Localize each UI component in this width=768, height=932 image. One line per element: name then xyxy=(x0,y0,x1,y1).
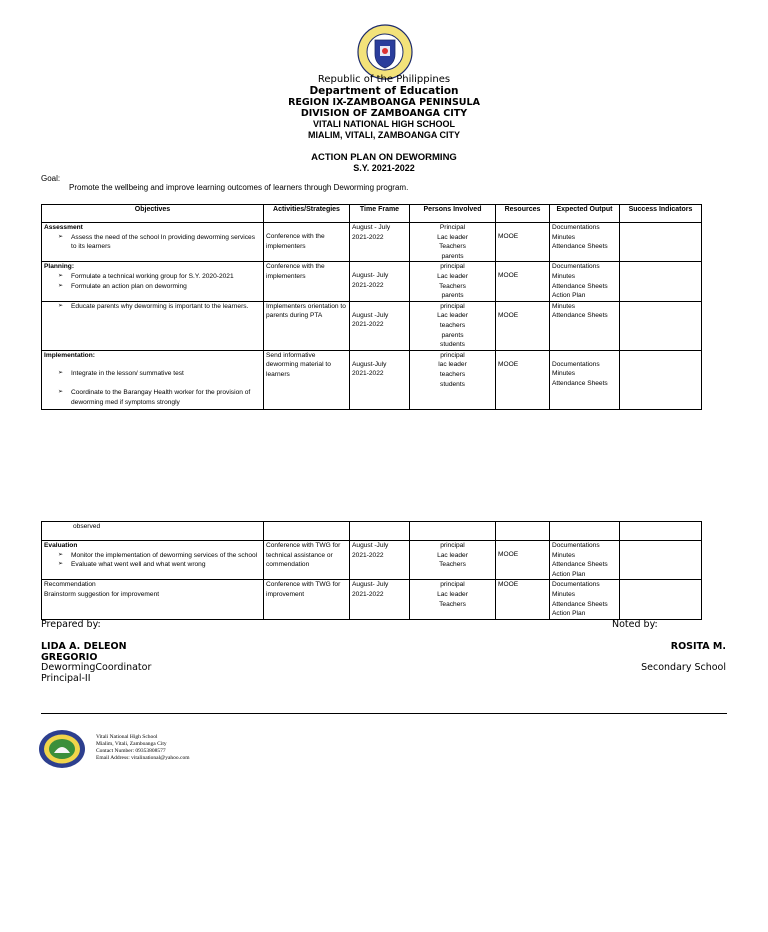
resources-cell: MOOE xyxy=(496,541,550,580)
objective-cell xyxy=(42,350,264,409)
output-cell: Minutes Attendance Sheets xyxy=(550,301,620,350)
table-row xyxy=(42,580,702,619)
header-persons: Persons Involved xyxy=(410,205,496,223)
resources-cell: MOOE xyxy=(496,223,550,262)
objective-cell xyxy=(42,580,264,619)
output-cell: Documentations Minutes Attendance Sheets xyxy=(550,223,620,262)
objective-item: ➢ Monitor the implementation of deworming services of the school xyxy=(58,551,261,561)
address-line: MIALIM, VITALI, ZAMBOANGA CITY xyxy=(308,130,460,140)
footer-contact xyxy=(96,734,190,762)
persons-cell: principal Lac leader Teachers xyxy=(410,580,496,619)
activity-cell: Conference with TWG for technical assistance or commendation xyxy=(264,541,350,580)
table-row xyxy=(42,350,702,409)
indicator-cell xyxy=(620,262,702,301)
document-title: ACTION PLAN ON DEWORMING xyxy=(311,152,457,163)
activity-cell: Conference with the implementers xyxy=(264,262,350,301)
goal-label: Goal: xyxy=(41,174,61,183)
time-cell: August -July 2021-2022 xyxy=(350,541,410,580)
time-cell: August- July 2021-2022 xyxy=(350,262,410,301)
indicator-cell xyxy=(620,223,702,262)
republic-line: Republic of the Philippines xyxy=(317,74,451,85)
preparer-role-cont: Principal-II xyxy=(41,673,91,684)
school-line: VITALI NATIONAL HIGH SCHOOL xyxy=(313,119,455,129)
resources-cell: MOOE xyxy=(496,301,550,350)
header-success-indicators: Success Indicators xyxy=(620,205,702,223)
objective-cell xyxy=(42,541,264,580)
objective-item: ➢ Formulate an action plan on deworming xyxy=(58,282,261,292)
indicator-cell xyxy=(620,541,702,580)
indicator-cell xyxy=(620,580,702,619)
resources-cell: MOOE xyxy=(496,580,550,619)
preparer-name-cont: GREGORIO xyxy=(41,652,98,663)
objective-item: Brainstorm suggestion for improvement xyxy=(44,590,160,598)
department-line: Department of Education xyxy=(309,85,459,97)
objective-item: ➢ Assess the need of the school In providing deworming services to its learners xyxy=(58,233,261,252)
header-time-frame: Time Frame xyxy=(350,205,410,223)
persons-cell: principal lac leader teachers students xyxy=(410,350,496,409)
objective-item: ➢ Coordinate to the Barangay Health worker for the provision of deworming med if symptoms strongly xyxy=(58,388,261,407)
indicator-cell xyxy=(620,301,702,350)
school-year: S.Y. 2021-2022 xyxy=(353,163,415,173)
noter-role: Secondary School xyxy=(641,662,726,673)
objective-cell xyxy=(42,262,264,301)
output-cell: Documentations Minutes Attendance Sheets Action Plan xyxy=(550,580,620,619)
objective-item: ➢ Integrate in the lesson/ summative test xyxy=(58,369,261,379)
objective-item: ➢ Educate parents why deworming is important to the learners. xyxy=(58,302,261,312)
time-cell: August-July 2021-2022 xyxy=(350,350,410,409)
continued-text: observed xyxy=(42,522,264,541)
footer-school: Vitali National High School xyxy=(96,734,158,740)
resources-cell: MOOE xyxy=(496,350,550,409)
header-activities: Activities/Strategies xyxy=(264,205,350,223)
region-line: REGION IX-ZAMBOANGA PENINSULA xyxy=(288,97,480,108)
table-row xyxy=(42,541,702,580)
goal-text: Promote the wellbeing and improve learning outcomes of learners through Deworming program. xyxy=(69,183,409,192)
section-label: Implementation: xyxy=(44,351,95,359)
persons-cell: principal Lac leader Teachers xyxy=(410,541,496,580)
objective-cell xyxy=(42,301,264,350)
indicator-cell xyxy=(620,350,702,409)
action-plan-table-continued xyxy=(41,521,702,620)
footer-email: Email Address: vitalinational@yahoo.com xyxy=(96,755,190,761)
output-cell: Documentations Minutes Attendance Sheets Action Plan xyxy=(550,541,620,580)
section-label: Recommendation xyxy=(44,581,96,589)
deped-seal-logo xyxy=(357,24,413,80)
prepared-by-label: Prepared by: xyxy=(41,619,101,630)
objective-cell xyxy=(42,223,264,262)
preparer-role: DewormingCoordinator xyxy=(41,662,152,673)
division-line: DIVISION OF ZAMBOANGA CITY xyxy=(300,108,468,119)
section-label: Assessment xyxy=(44,224,83,231)
section-label: Evaluation xyxy=(44,542,78,549)
header-objectives: Objectives xyxy=(42,205,264,223)
resources-cell: MOOE xyxy=(496,262,550,301)
footer-contact-number: Contact Number: 09353808577 xyxy=(96,748,166,754)
objective-item: ➢ Formulate a technical working group for S.Y. 2020-2021 xyxy=(58,272,261,282)
activity-cell: Conference with the implementers xyxy=(264,223,350,262)
persons-cell: Principal Lac leader Teachers parents xyxy=(410,223,496,262)
noter-name: ROSITA M. xyxy=(670,641,726,652)
activity-cell: Implementers orientation to parents during PTA xyxy=(264,301,350,350)
persons-cell: principal Lac leader teachers parents students xyxy=(410,301,496,350)
section-label: Planning: xyxy=(44,263,75,271)
school-logo xyxy=(38,729,86,769)
time-cell: August - July 2021-2022 xyxy=(350,223,410,262)
activity-cell: Send informative deworming material to learners xyxy=(264,350,350,409)
table-row xyxy=(42,262,702,301)
table-row xyxy=(42,301,702,350)
persons-cell: principal Lac leader Teachers parents xyxy=(410,262,496,301)
action-plan-table xyxy=(41,204,702,410)
table-row xyxy=(42,223,702,262)
footer-divider xyxy=(41,713,727,714)
output-cell: Documentations Minutes Attendance Sheets xyxy=(550,350,620,409)
preparer-name: LIDA A. DELEON xyxy=(41,641,127,652)
activity-cell: Conference with TWG for improvement xyxy=(264,580,350,619)
noted-by-label: Noted by: xyxy=(612,619,658,630)
time-cell: August -July 2021-2022 xyxy=(350,301,410,350)
objective-item: ➢ Evaluate what went well and what went wrong xyxy=(58,560,261,570)
output-cell: Documentations Minutes Attendance Sheets Action Plan xyxy=(550,262,620,301)
header-expected-output: Expected Output xyxy=(550,205,620,223)
header-resources: Resources xyxy=(496,205,550,223)
time-cell: August- July 2021-2022 xyxy=(350,580,410,619)
table-row xyxy=(42,522,702,541)
footer-address: Mialim, Vitali, Zamboanga City xyxy=(96,741,167,747)
